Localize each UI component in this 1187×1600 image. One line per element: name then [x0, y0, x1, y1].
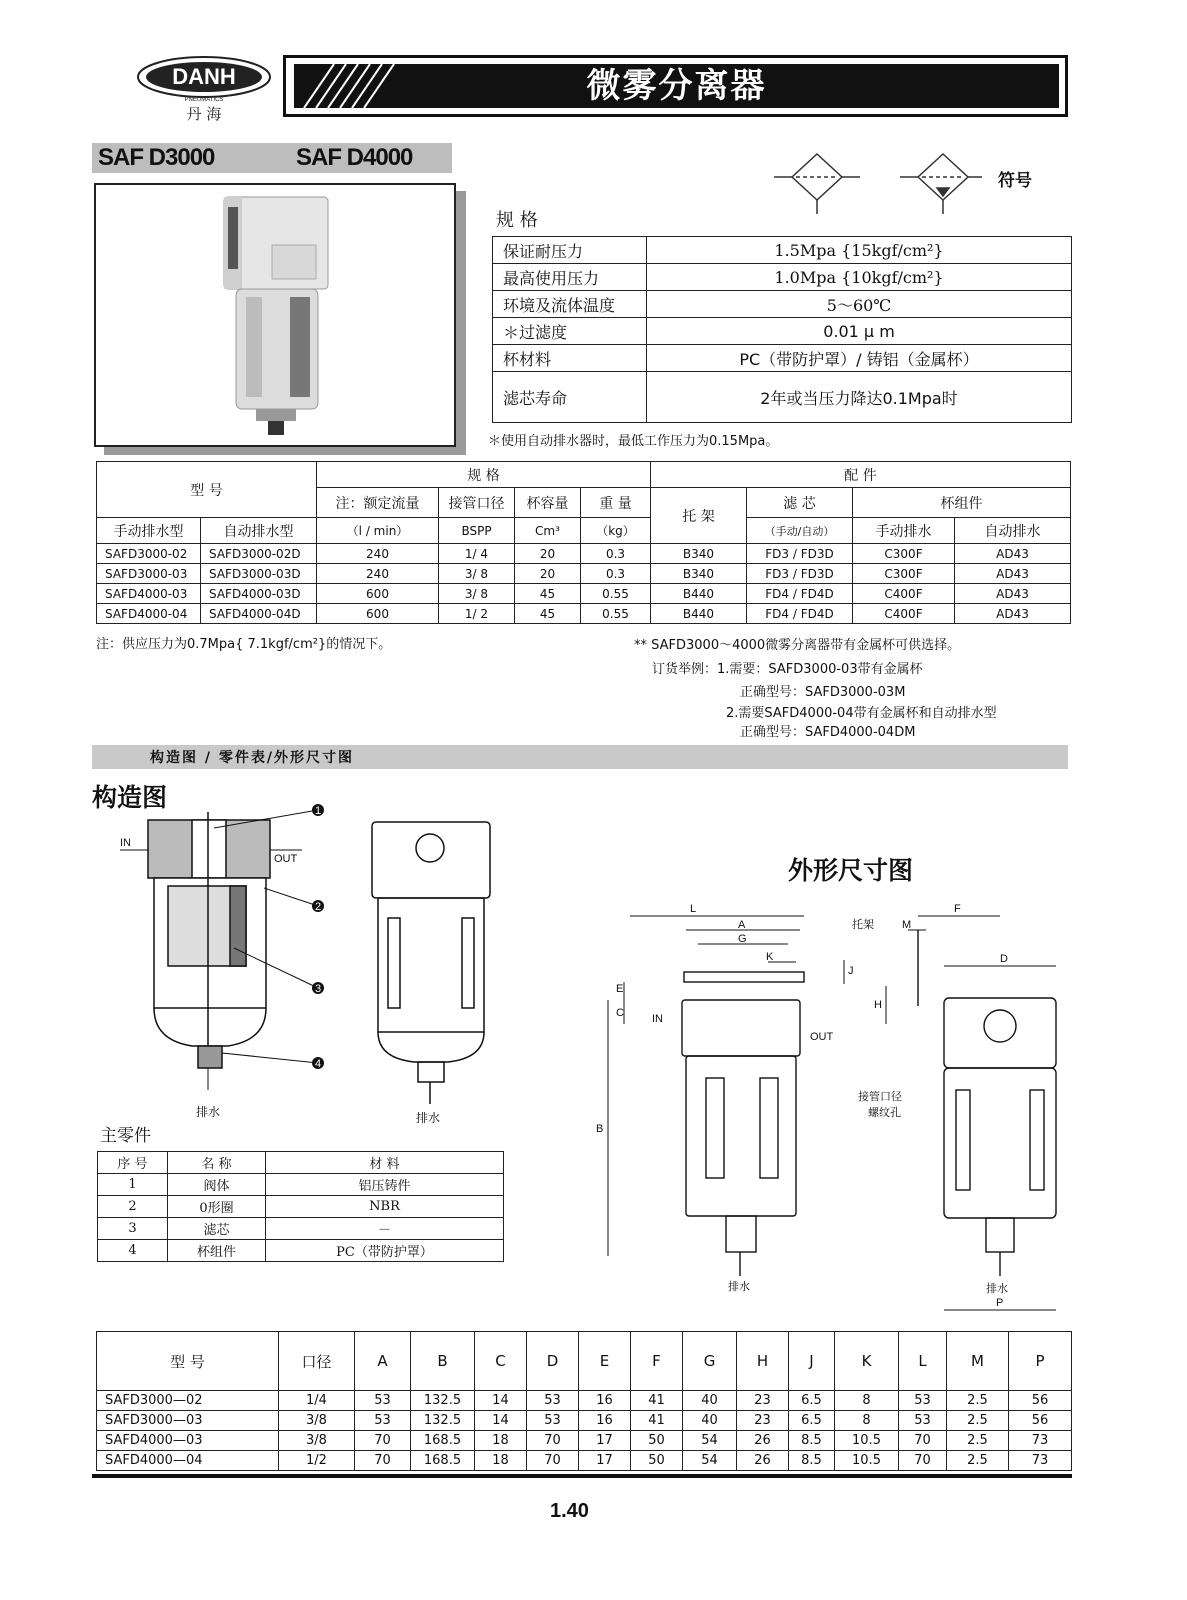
- table-row: [97, 564, 1071, 584]
- table-row-cell: C400F: [853, 584, 955, 604]
- label-drain: 排水: [196, 1105, 221, 1119]
- dim-row-cell: 53: [527, 1411, 579, 1431]
- table-row-cell: 20: [515, 544, 581, 564]
- dim-row-cell: SAFD4000—03: [97, 1431, 279, 1451]
- symbol-diagram: [772, 150, 982, 218]
- table-row-cell: 600: [317, 584, 439, 604]
- dim-row-cell: 41: [631, 1411, 683, 1431]
- callout-4: 4: [314, 1058, 322, 1070]
- parts-header-no: 序 号: [98, 1152, 168, 1174]
- parts-row: [98, 1240, 504, 1262]
- dim-row-cell: 2.5: [947, 1451, 1009, 1471]
- model-1: SAF D3000: [98, 144, 215, 171]
- structure-title: 构造图: [92, 783, 168, 812]
- dim-row-cell: 14: [475, 1411, 527, 1431]
- title-bar: [283, 55, 1068, 117]
- dim-row-cell: 132.5: [411, 1411, 475, 1431]
- dim-row: [97, 1451, 1072, 1471]
- dim-label-e: E: [616, 983, 624, 995]
- dim-label-g: G: [738, 933, 747, 945]
- header-auto: 自动排水型: [201, 518, 317, 544]
- model-table: [96, 461, 1071, 624]
- parts-title: 主零件: [100, 1126, 151, 1146]
- dim-row-cell: 10.5: [835, 1431, 899, 1451]
- dim-header-row-cell: A: [355, 1332, 411, 1391]
- note-r3: 正确型号：SAFD3000-03M: [740, 685, 906, 700]
- table-row-cell: C300F: [853, 544, 955, 564]
- callout-3: 3: [314, 983, 322, 995]
- dim-header-row-cell: M: [947, 1332, 1009, 1391]
- dim-header-row-cell: H: [737, 1332, 789, 1391]
- header-flow: 注：额定流量: [317, 488, 439, 518]
- dim-row-cell: 53: [355, 1411, 411, 1431]
- spec-value: 1.0Mpa {10kgf/cm²}: [647, 264, 1072, 291]
- table-row-cell: C300F: [853, 564, 955, 584]
- table-row-cell: 600: [317, 604, 439, 624]
- header-port-unit: BSPP: [439, 518, 515, 544]
- table-row-cell: 1/ 4: [439, 544, 515, 564]
- parts-row-cell: PC（带防护罩）: [266, 1240, 504, 1262]
- dim-header-row-cell: D: [527, 1332, 579, 1391]
- spec-label: 杯材料: [493, 345, 647, 372]
- spec-value: 1.5Mpa {15kgf/cm²}: [647, 237, 1072, 264]
- outline-label-out: OUT: [810, 1031, 834, 1043]
- table-row-cell: 3/ 8: [439, 584, 515, 604]
- note-r5: 正确型号：SAFD4000-04DM: [740, 725, 916, 740]
- dim-row-cell: 17: [579, 1451, 631, 1471]
- table-row-cell: 0.55: [581, 584, 651, 604]
- dim-row-cell: 2.5: [947, 1431, 1009, 1451]
- note-left: 注：供应压力为0.7Mpa{ 7.1kgf/cm²}的情况下。: [96, 637, 392, 652]
- model-2: SAF D4000: [296, 144, 413, 171]
- dim-row-cell: 70: [527, 1431, 579, 1451]
- table-row-cell: 20: [515, 564, 581, 584]
- table-row-cell: SAFD4000-04D: [201, 604, 317, 624]
- dim-row-cell: 54: [683, 1431, 737, 1451]
- dim-row-cell: 73: [1009, 1451, 1072, 1471]
- header-weight: 重 量: [581, 488, 651, 518]
- brand-logo: [136, 55, 274, 125]
- header-manual: 手动排水型: [97, 518, 201, 544]
- dim-row-cell: 8.5: [789, 1431, 835, 1451]
- dim-label-h: H: [874, 999, 882, 1011]
- dim-row-cell: 16: [579, 1391, 631, 1411]
- dim-row-cell: 50: [631, 1451, 683, 1471]
- spec-value: PC（带防护罩）/ 铸铝（金属杯）: [647, 345, 1072, 372]
- parts-row: [98, 1174, 504, 1196]
- table-row-cell: AD43: [955, 544, 1071, 564]
- spec-value: 5～60℃: [647, 291, 1072, 318]
- table-row-cell: SAFD4000-03: [97, 584, 201, 604]
- spec-row: [493, 264, 1072, 291]
- dim-row-cell: 132.5: [411, 1391, 475, 1411]
- parts-row-cell: 滤芯: [168, 1218, 266, 1240]
- parts-row-cell: 阀体: [168, 1174, 266, 1196]
- dim-row-cell: 50: [631, 1431, 683, 1451]
- dim-row-cell: 70: [527, 1451, 579, 1471]
- dim-row-cell: 41: [631, 1391, 683, 1411]
- dim-row-cell: 54: [683, 1451, 737, 1471]
- table-row-cell: 3/ 8: [439, 564, 515, 584]
- header-model: 型 号: [97, 462, 317, 518]
- dim-label-f: F: [954, 903, 961, 915]
- dim-label-b: B: [596, 1123, 604, 1135]
- dim-row-cell: 16: [579, 1411, 631, 1431]
- bottom-rule: [92, 1474, 1072, 1478]
- dim-row-cell: 56: [1009, 1391, 1072, 1411]
- dim-label-d: D: [1000, 953, 1008, 965]
- parts-header-name: 名 称: [168, 1152, 266, 1174]
- table-row-cell: SAFD4000-04: [97, 604, 201, 624]
- dim-row-cell: 40: [683, 1391, 737, 1411]
- dim-label-l: L: [690, 903, 697, 915]
- dim-header-row-cell: E: [579, 1332, 631, 1391]
- dim-header-row-cell: J: [789, 1332, 835, 1391]
- dim-header-row: [97, 1332, 1072, 1391]
- spec-value: 2年或当压力降达0.1Mpa时: [647, 372, 1072, 423]
- dim-header-row-cell: K: [835, 1332, 899, 1391]
- dim-label-k: K: [766, 951, 774, 963]
- parts-row: [98, 1196, 504, 1218]
- dim-label-c: C: [616, 1007, 624, 1019]
- spec-value: 0.01 μ m: [647, 318, 1072, 345]
- dim-row-cell: 2.5: [947, 1411, 1009, 1431]
- dim-row-cell: 70: [355, 1431, 411, 1451]
- callout-2: 2: [314, 901, 322, 913]
- table-row-cell: FD4 / FD4D: [747, 604, 853, 624]
- header-cup: 杯容量: [515, 488, 581, 518]
- spec-row: [493, 372, 1072, 423]
- header-bowl-manual: 手动排水: [853, 518, 955, 544]
- spec-table: [492, 236, 1072, 423]
- parts-header-material: 材 料: [266, 1152, 504, 1174]
- dim-row: [97, 1391, 1072, 1411]
- dim-row-cell: 2.5: [947, 1391, 1009, 1411]
- spec-row: [493, 237, 1072, 264]
- outline-label-bracket: 托架: [852, 918, 874, 931]
- dim-row-cell: 8: [835, 1391, 899, 1411]
- spec-label: ＊过滤度: [493, 318, 647, 345]
- table-row-cell: SAFD3000-03: [97, 564, 201, 584]
- table-row-cell: 240: [317, 544, 439, 564]
- table-row-cell: AD43: [955, 564, 1071, 584]
- outline-label-drain-2: 排水: [986, 1282, 1008, 1295]
- spec-row: [493, 345, 1072, 372]
- label-in: IN: [120, 837, 131, 849]
- header-bowl-auto: 自动排水: [955, 518, 1071, 544]
- parts-row-cell: 杯组件: [168, 1240, 266, 1262]
- model-band: [92, 143, 452, 173]
- dim-row-cell: SAFD4000—04: [97, 1451, 279, 1471]
- dim-row-cell: 14: [475, 1391, 527, 1411]
- outline-drawing: [590, 900, 1070, 1320]
- dim-row-cell: 18: [475, 1451, 527, 1471]
- parts-row-cell: －: [266, 1218, 504, 1240]
- structure-section-drawing: [112, 798, 342, 1128]
- dim-row-cell: 56: [1009, 1411, 1072, 1431]
- header-bowl: 杯组件: [853, 488, 1071, 518]
- dim-row: [97, 1411, 1072, 1431]
- dim-row-cell: 70: [355, 1451, 411, 1471]
- dimension-table: [96, 1331, 1072, 1471]
- page-title: 微雾分离器: [586, 66, 767, 106]
- outline-title: 外形尺寸图: [788, 856, 914, 885]
- parts-row: [98, 1218, 504, 1240]
- table-row-cell: 240: [317, 564, 439, 584]
- section-band: [92, 745, 1068, 769]
- dim-row-cell: SAFD3000—02: [97, 1391, 279, 1411]
- dim-row-cell: 73: [1009, 1431, 1072, 1451]
- table-row-cell: FD3 / FD3D: [747, 564, 853, 584]
- dim-header-row-cell: L: [899, 1332, 947, 1391]
- table-row-cell: AD43: [955, 584, 1071, 604]
- parts-row-cell: 2: [98, 1196, 168, 1218]
- header-spec: 规 格: [317, 462, 651, 488]
- table-row-cell: FD3 / FD3D: [747, 544, 853, 564]
- parts-row-cell: 铝压铸件: [266, 1174, 504, 1196]
- table-row: [97, 584, 1071, 604]
- parts-table: [97, 1151, 504, 1262]
- spec-label: 最高使用压力: [493, 264, 647, 291]
- table-row-cell: B440: [651, 584, 747, 604]
- logo-cn: 丹 海: [186, 105, 222, 123]
- header-element-sub: （手动/自动）: [747, 518, 853, 544]
- page-number: 1.40: [550, 1500, 589, 1522]
- dim-row-cell: SAFD3000—03: [97, 1411, 279, 1431]
- outline-label-in: IN: [652, 1013, 663, 1025]
- dim-header-row-cell: 口径: [279, 1332, 355, 1391]
- table-row-cell: C400F: [853, 604, 955, 624]
- label-drain-front: 排水: [416, 1111, 441, 1125]
- parts-row-cell: 4: [98, 1240, 168, 1262]
- dim-row-cell: 17: [579, 1431, 631, 1451]
- logo-text: DANH: [172, 64, 236, 89]
- parts-row-cell: NBR: [266, 1196, 504, 1218]
- product-photo: [94, 183, 456, 447]
- table-row-cell: SAFD3000-02: [97, 544, 201, 564]
- dim-row-cell: 18: [475, 1431, 527, 1451]
- outline-label-port: 接管口径: [858, 1090, 902, 1103]
- note-r1: ** SAFD3000～4000微雾分离器带有金属杯可供选择。: [634, 638, 961, 653]
- header-parts: 配 件: [651, 462, 1071, 488]
- dim-row-cell: 8: [835, 1411, 899, 1431]
- table-row-cell: 0.3: [581, 564, 651, 584]
- dim-label-a: A: [738, 919, 746, 931]
- dim-header-row-cell: F: [631, 1332, 683, 1391]
- logo-sub: PNEUMATICS: [184, 97, 224, 103]
- spec-label: 滤芯寿命: [493, 372, 647, 423]
- table-row-cell: 1/ 2: [439, 604, 515, 624]
- dim-row-cell: 3/8: [279, 1431, 355, 1451]
- dim-row-cell: 53: [355, 1391, 411, 1411]
- dim-row-cell: 70: [899, 1431, 947, 1451]
- table-row-cell: FD4 / FD4D: [747, 584, 853, 604]
- spec-label: 环境及流体温度: [493, 291, 647, 318]
- table-row-cell: AD43: [955, 604, 1071, 624]
- dim-row-cell: 53: [899, 1391, 947, 1411]
- parts-row-cell: 3: [98, 1218, 168, 1240]
- dim-label-m: M: [902, 919, 912, 931]
- spec-label: 保证耐压力: [493, 237, 647, 264]
- header-weight-unit: （kg）: [581, 518, 651, 544]
- dim-row-cell: 3/8: [279, 1411, 355, 1431]
- outline-label-thread: 螺纹孔: [868, 1106, 901, 1119]
- header-port: 接管口径: [439, 488, 515, 518]
- dim-header-row-cell: 型 号: [97, 1332, 279, 1391]
- table-row-cell: 0.55: [581, 604, 651, 624]
- table-row-cell: SAFD3000-03D: [201, 564, 317, 584]
- structure-front-drawing: [370, 818, 495, 1128]
- dim-row-cell: 8.5: [789, 1451, 835, 1471]
- section-band-label: 构造图 / 零件表/外形尺寸图: [150, 750, 354, 766]
- table-row: [97, 604, 1071, 624]
- header-cup-unit: Cm³: [515, 518, 581, 544]
- spec-row: [493, 291, 1072, 318]
- dim-row-cell: 6.5: [789, 1391, 835, 1411]
- dim-header-row-cell: B: [411, 1332, 475, 1391]
- table-row-cell: 45: [515, 604, 581, 624]
- dim-row-cell: 23: [737, 1411, 789, 1431]
- dim-row-cell: 1/4: [279, 1391, 355, 1411]
- dim-row-cell: 26: [737, 1431, 789, 1451]
- table-row-cell: B340: [651, 564, 747, 584]
- label-out: OUT: [274, 853, 298, 865]
- dim-row-cell: 6.5: [789, 1411, 835, 1431]
- dim-row-cell: 23: [737, 1391, 789, 1411]
- outline-label-drain: 排水: [728, 1280, 750, 1293]
- dim-header-row-cell: P: [1009, 1332, 1072, 1391]
- table-row: [97, 544, 1071, 564]
- note-r2: 订货举例：1.需要：SAFD3000-03带有金属杯: [652, 662, 923, 677]
- dim-row-cell: 53: [527, 1391, 579, 1411]
- symbol-label: 符号: [998, 171, 1032, 191]
- spec-row: [493, 318, 1072, 345]
- dim-row-cell: 10.5: [835, 1451, 899, 1471]
- spec-heading: 规 格: [496, 210, 538, 231]
- table-row-cell: B340: [651, 544, 747, 564]
- spec-footnote: ＊使用自动排水器时，最低工作压力为0.15Mpa。: [488, 434, 779, 449]
- table-row-cell: SAFD3000-02D: [201, 544, 317, 564]
- dim-label-j: J: [848, 965, 854, 977]
- dim-row: [97, 1431, 1072, 1451]
- table-row-cell: SAFD4000-03D: [201, 584, 317, 604]
- parts-row-cell: 0形圈: [168, 1196, 266, 1218]
- dim-row-cell: 70: [899, 1451, 947, 1471]
- parts-row-cell: 1: [98, 1174, 168, 1196]
- header-flow-unit: （l / min）: [317, 518, 439, 544]
- dim-row-cell: 1/2: [279, 1451, 355, 1471]
- dim-label-p: P: [996, 1297, 1004, 1309]
- header-bracket: 托 架: [651, 488, 747, 544]
- table-row-cell: 45: [515, 584, 581, 604]
- table-row-cell: B440: [651, 604, 747, 624]
- dim-header-row-cell: C: [475, 1332, 527, 1391]
- note-r4: 2.需要SAFD4000-04带有金属杯和自动排水型: [726, 706, 997, 721]
- callout-1: 1: [314, 805, 322, 817]
- table-row-cell: 0.3: [581, 544, 651, 564]
- dim-row-cell: 168.5: [411, 1451, 475, 1471]
- dim-row-cell: 53: [899, 1411, 947, 1431]
- dim-row-cell: 168.5: [411, 1431, 475, 1451]
- header-element: 滤 芯: [747, 488, 853, 518]
- dim-row-cell: 26: [737, 1451, 789, 1471]
- dim-row-cell: 40: [683, 1411, 737, 1431]
- dim-header-row-cell: G: [683, 1332, 737, 1391]
